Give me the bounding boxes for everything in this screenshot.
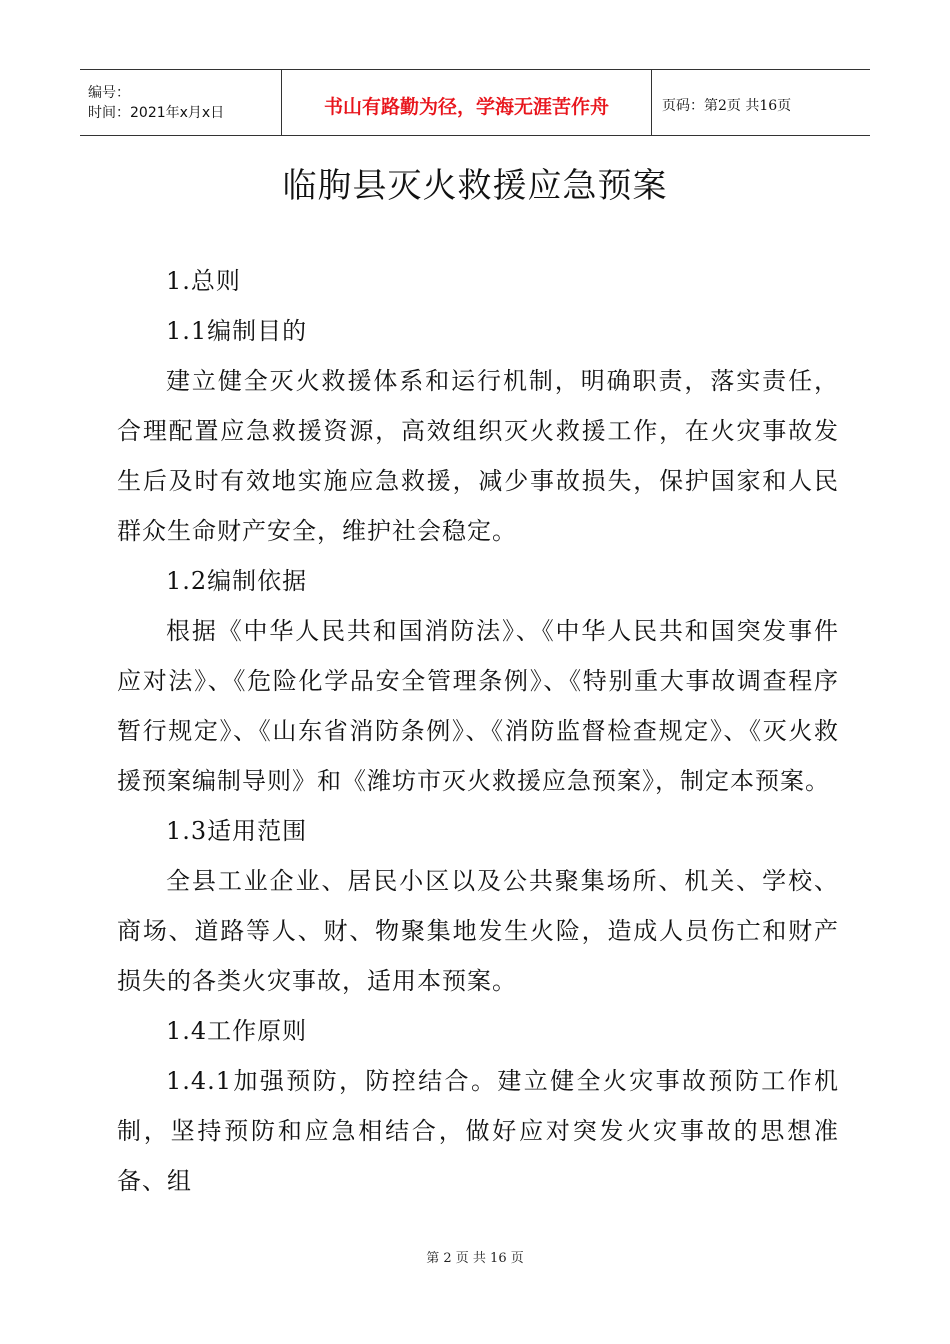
number-label: 编号：: [88, 84, 130, 101]
page-footer: 第 2 页 共 16 页: [426, 1251, 524, 1266]
time-label: 时间：2021年x月x日: [88, 104, 225, 121]
paragraph: 根据《中华人民共和国消防法》、《中华人民共和国突发事件应对法》、《危险化学品安全管理条例》、《特别重大事故调查程序暂行规定》、《山东省消防条例》、《消防监督检查规定》、《灭火救援预案编制导则》和《潍坊市灭火救援应急预案》，制定本预案。: [117, 617, 839, 795]
section-heading: 1.总则: [166, 267, 241, 295]
section-heading: 1.4工作原则: [166, 1017, 308, 1045]
document-body: [117, 256, 839, 1206]
section-heading: 1.2编制依据: [166, 567, 308, 595]
paragraph: 建立健全灭火救援体系和运行机制，明确职责，落实责任，合理配置应急救援资源，高效组织灭火救援工作，在火灾事故发生后及时有效地实施应急救援，减少事故损失，保护国家和人民群众生命财产安全，维护社会稳定。: [117, 367, 839, 545]
header-page-info: [652, 70, 870, 135]
document-title: 临朐县灭火救援应急预案: [282, 166, 668, 206]
section-heading: 1.3适用范围: [166, 817, 308, 845]
header-meta: [80, 70, 282, 135]
paragraph: 1.4.1加强预防，防控结合。建立健全火灾事故预防工作机制，坚持预防和应急相结合，做好应对突发火灾事故的思想准备、组: [117, 1067, 839, 1195]
paragraph: 全县工业企业、居民小区以及公共聚集场所、机关、学校、商场、道路等人、财、物聚集地发生火险，造成人员伤亡和财产损失的各类火灾事故，适用本预案。: [117, 867, 839, 995]
page-header: [80, 69, 870, 136]
header-motto: [282, 70, 652, 135]
page-info-text: 页码：第2页 共16页: [662, 97, 792, 114]
section-heading: 1.1编制目的: [166, 317, 308, 345]
motto-text: 书山有路勤为径，学海无涯苦作舟: [323, 96, 609, 118]
